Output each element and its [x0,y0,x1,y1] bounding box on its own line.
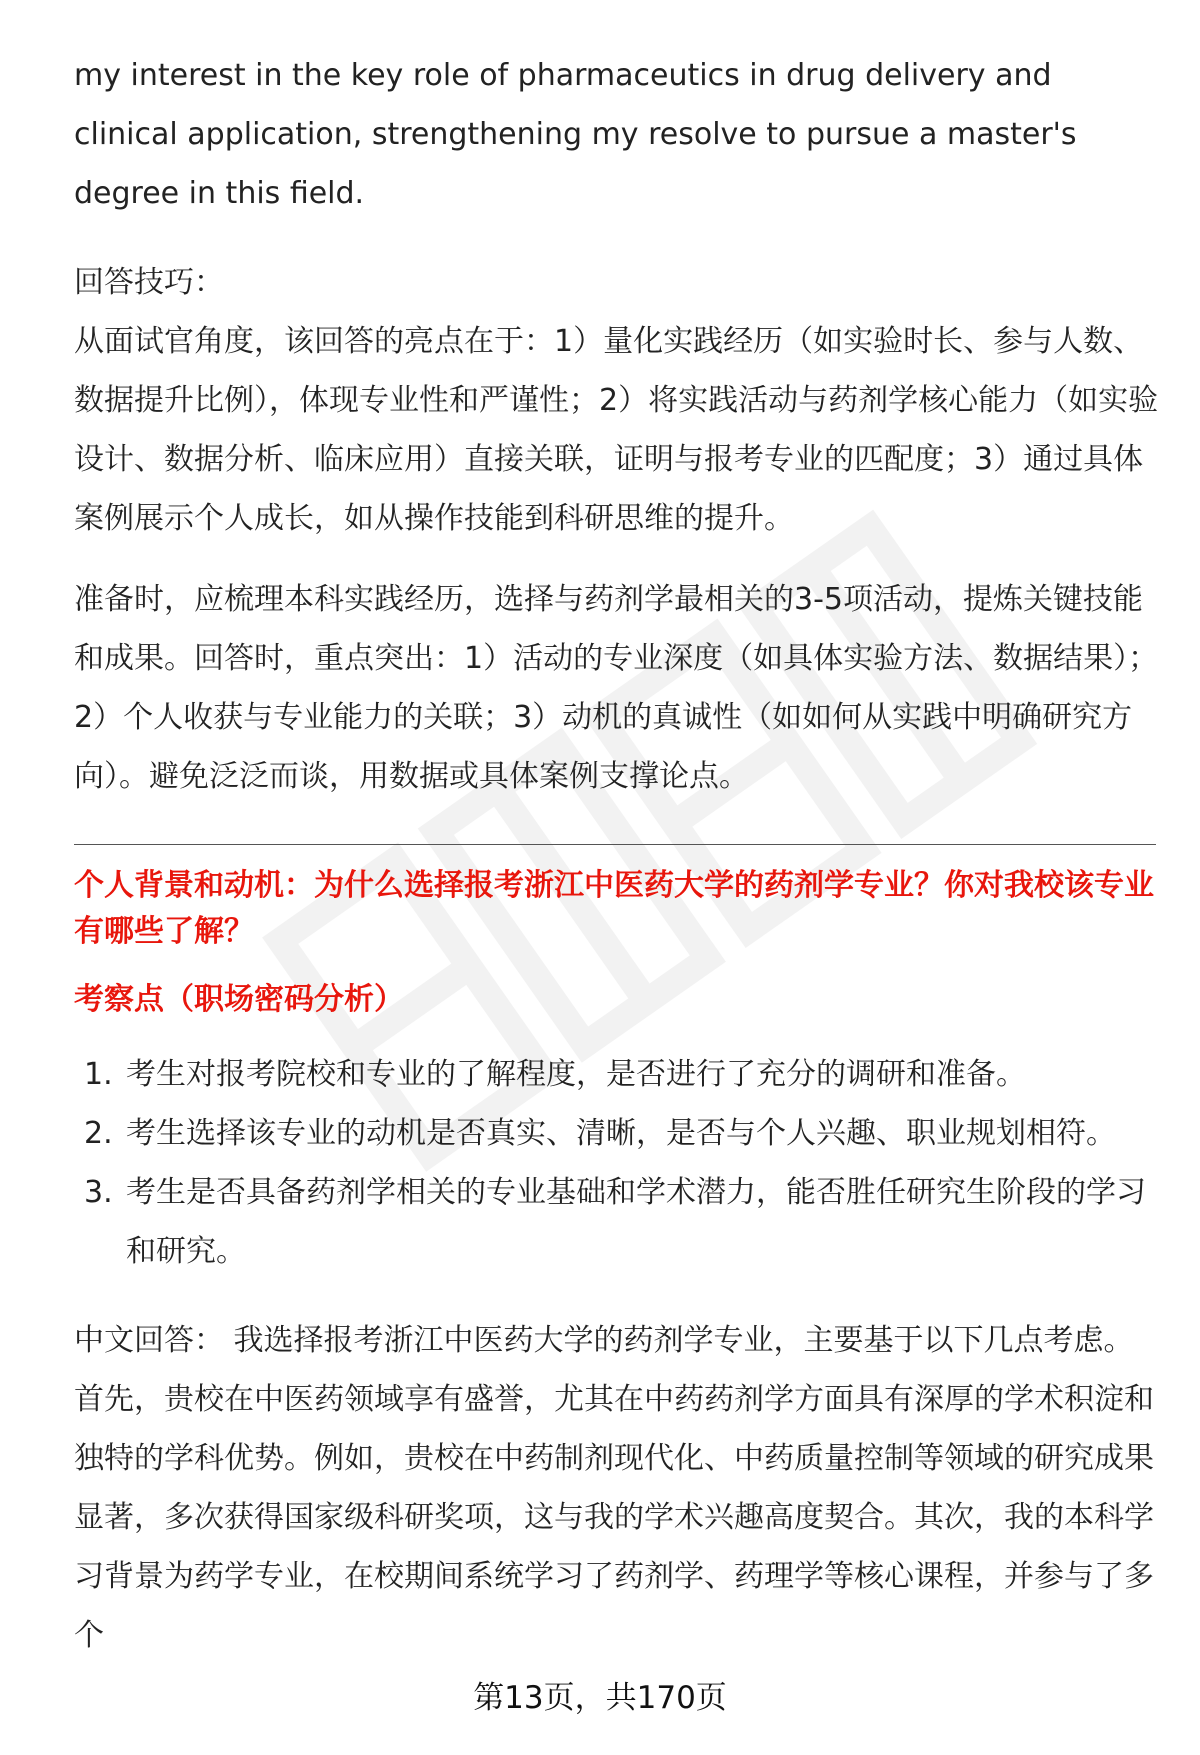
tips-paragraph-1: 从面试官角度，该回答的亮点在于：1）量化实践经历（如实验时长、参与人数、数据提升比例），体现专业性和严谨性；2）将实践活动与药剂学核心能力（如实验设计、数据分析、临床应用）直接关联，证明与报考专业的匹配度；3）通过具体案例展示个人成长，如从操作技能到科研思维的提升。 [74,324,1159,536]
list-number: 3. [84,1175,113,1210]
list-item [74,1163,1160,1281]
list-item-text: 考生选择该专业的动机是否真实、清晰，是否与个人兴趣、职业规划相符。 [126,1116,1116,1151]
list-number: 2. [84,1116,113,1151]
tips-paragraph-2: 准备时，应梳理本科实践经历，选择与药剂学最相关的3-5项活动，提炼关键技能和成果。回答时，重点突出：1）活动的专业深度（如具体实验方法、数据结果）；2）个人收获与专业能力的关联；3）动机的真诚性（如如何从实践中明确研究方向）。避免泛泛而谈，用数据或具体案例支撑论点。 [74,582,1159,794]
document-content [74,46,1160,1665]
tips-heading: 回答技巧： [74,265,224,300]
question-title: 个人背景和动机：为什么选择报考浙江中医药大学的药剂学专业？你对我校该专业有哪些了解？ [74,868,1154,949]
list-number: 1. [84,1057,113,1092]
page-number-footer: 第13页，共170页 [473,1680,727,1716]
list-item-text: 考生是否具备药剂学相关的专业基础和学术潜力，能否胜任研究生阶段的学习和研究。 [126,1175,1146,1269]
chinese-answer-paragraph: 中文回答： 我选择报考浙江中医药大学的药剂学专业，主要基于以下几点考虑。首先，贵校在中医药领域享有盛誉，尤其在中药药剂学方面具有深厚的学术积淀和独特的学科优势。例如，贵校在中药制剂现代化、中药质量控制等领域的研究成果显著，多次获得国家级科研奖项，这与我的学术兴趣高度契合。其次，我的本科学习背景为药学专业，在校期间系统学习了药剂学、药理学等核心课程，并参与了多个 [74,1323,1154,1653]
assessment-subheading: 考察点（职场密码分析） [74,982,404,1017]
list-item [74,1045,1160,1104]
list-item-text: 考生对报考院校和专业的了解程度，是否进行了充分的调研和准备。 [126,1057,1026,1092]
intro-paragraph: my interest in the key role of pharmaceutics in drug delivery and clinical application, strengthening my resolve to pursue a master's degree in this field. [74,58,1077,211]
assessment-points-list [74,1045,1160,1281]
list-item [74,1104,1160,1163]
